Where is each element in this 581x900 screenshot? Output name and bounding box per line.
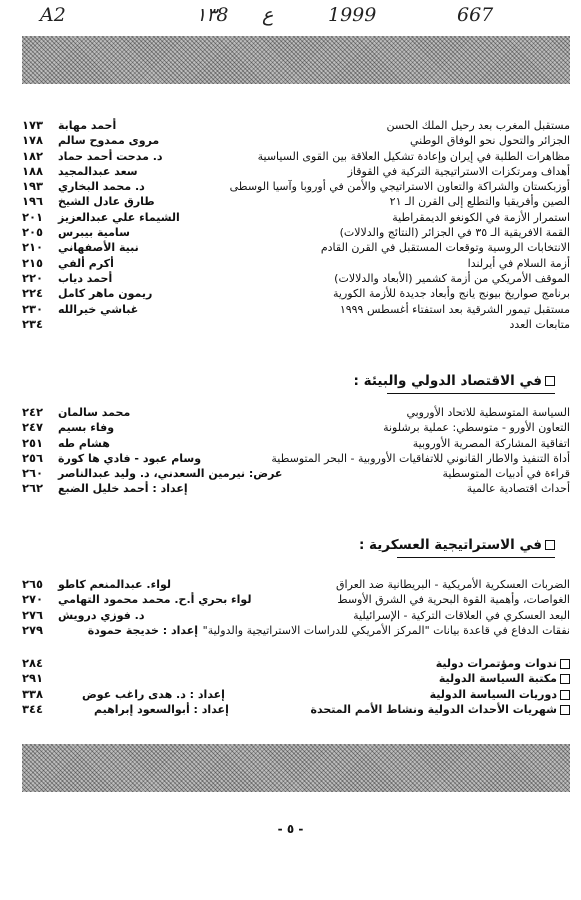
author-name: أكرم ألفي: [58, 256, 114, 270]
handwritten-note: ع: [262, 4, 274, 26]
article-title: برنامج صواريخ بيونج يانج وأبعاد جديدة للأزمة الكورية: [333, 287, 570, 301]
toc-row: [22, 656, 570, 671]
article-title: التعاون الأورو - متوسطي: عملية برشلونة: [383, 421, 570, 435]
toc-row: [22, 164, 570, 179]
author-name: إعداد : خديجة حمودة: [87, 623, 198, 637]
article-title: أزمة السلام في أيرلندا: [467, 256, 570, 270]
page-number: ٢٣٠: [22, 301, 44, 316]
page-number: ٢٧٠: [22, 592, 44, 607]
author-name: الشيماء علي عبدالعزيز: [58, 210, 180, 224]
author-name: سعد عبدالمجيد: [58, 164, 138, 178]
page-number: ٢٢٠: [22, 270, 44, 285]
page-number: ١٨٨: [22, 163, 44, 178]
author-name: طارق عادل الشيخ: [58, 195, 155, 209]
toc-row: [22, 577, 570, 592]
feature-title: [439, 671, 570, 686]
toc-row: [22, 420, 570, 435]
page-number: ٢٨٤: [22, 656, 44, 670]
article-title: أوزبكستان والشراكة والتعاون الاستراتيجي والأمن في أوروبا وآسيا الوسطى: [229, 180, 570, 194]
article-title: مستقبل المغرب بعد رحيل الملك الحسن: [386, 119, 570, 132]
author-name: نبية الأصفهاني: [58, 241, 139, 255]
article-title: الجزائر والتحول نحو الوفاق الوطني: [410, 134, 570, 148]
feature-title-text: مكتبة السياسة الدولية: [438, 672, 557, 686]
page-number: ١٧٣: [22, 118, 44, 132]
author-name: وسام عبود - فادي ها كورة: [58, 451, 202, 465]
feature-title: [430, 687, 570, 702]
toc-row: [22, 451, 570, 466]
article-title: مستقبل تيمور الشرقية بعد استفتاء أغسطس ١٩٩٩: [339, 302, 570, 316]
author-name: هشام طه: [58, 436, 110, 450]
toc-row: [22, 436, 570, 451]
toc-row: [22, 240, 570, 255]
page-number: ١٩٣: [22, 179, 44, 194]
article-title: قراءة في أدبيات المتوسطية: [442, 467, 570, 481]
article-title: أحداث اقتصادية عالمية: [466, 482, 570, 496]
author-name: مروى ممدوح سالم: [58, 134, 160, 148]
heading-underline: [397, 557, 555, 558]
handwritten-note: 667: [457, 4, 494, 26]
author-name: أحمد مهابة: [58, 119, 117, 132]
checkbox-icon: [545, 540, 555, 550]
toc-row: [22, 256, 570, 271]
decorative-band-top: [22, 36, 570, 84]
author-name: إعداد : أحمد خليل الضبع: [58, 482, 188, 496]
author-name: ريمون ماهر كامل: [58, 287, 153, 301]
decorative-band-bottom: [22, 744, 570, 792]
page-number: ٢٩١: [22, 671, 44, 686]
article-title: مظاهرات الطلبة في إيران وإعادة تشكيل العلاقة بين القوى السياسية: [257, 149, 570, 163]
article-title: الغواصات، وأهمية القوة البحرية في الشرق الأوسط: [337, 593, 570, 607]
page-number: ٢٠١: [22, 209, 44, 224]
author-name: لواء. عبدالمنعم كاطو: [58, 578, 172, 591]
handwritten-note: 1999: [328, 4, 377, 26]
contents-list-features: [22, 656, 570, 717]
page-number: ٢٠٥: [22, 225, 44, 240]
article-title: أداة التنفيذ والاطار القانوني للاتفاقيات الأوروبية - البحر المتوسطية: [271, 451, 570, 465]
article-title: الموقف الأمريكي من أزمة كشمير (الأبعاد والدلالات): [334, 271, 570, 285]
author-name: وفاء بسيم: [58, 421, 115, 435]
page-footer-number: - ٥ -: [277, 822, 304, 836]
article-title: أهداف ومرتكزات الاستراتيجية التركية في القوقاز: [347, 164, 570, 178]
toc-row: [22, 149, 570, 164]
section-heading-text: في الاقتصاد الدولي والبيئة :: [353, 373, 542, 389]
toc-row: [22, 133, 570, 148]
author-name: سامية بيبرس: [58, 226, 130, 240]
page-number: ٢٥٦: [22, 450, 44, 465]
toc-row: [22, 179, 570, 194]
author-name: أحمد دياب: [58, 271, 113, 285]
prepared-by: إعداد : د. هدى راغب عوض: [82, 687, 225, 701]
toc-row: [22, 466, 570, 481]
contents-list-military: [22, 577, 570, 638]
toc-row: [22, 271, 570, 286]
author-name: محمد سالمان: [58, 406, 131, 419]
handwritten-note: A2: [40, 4, 66, 26]
page-number: ٣٤٤: [22, 701, 44, 716]
checkbox-icon: [545, 376, 555, 386]
article-title: استمرار الأزمة في الكونغو الديمقراطية: [392, 210, 570, 224]
section-heading-military: [359, 537, 555, 553]
article-title: متابعات العدد: [509, 317, 570, 331]
page-number: ٢٦٥: [22, 577, 44, 591]
feature-title: [311, 702, 571, 717]
page-number: ١٧٨: [22, 133, 44, 148]
toc-row: [22, 302, 570, 317]
toc-row: [22, 687, 570, 702]
checkbox-icon: [560, 690, 570, 700]
article-title: نفقات الدفاع في قاعدة بيانات "المركز الأمريكي للدراسات الاستراتيجية والدولية": [202, 623, 570, 637]
article-title: السياسة المتوسطية للاتحاد الأوروبي: [406, 406, 570, 419]
author-name: عرض: نيرمين السعدني، د. وليد عبدالناصر: [58, 467, 283, 481]
page-number: ٢٤٧: [22, 420, 44, 435]
section-heading-economy: [354, 373, 555, 389]
toc-row: [22, 225, 570, 240]
feature-title-text: دوريات السياسة الدولية: [429, 687, 557, 701]
page-number: ٢٥١: [22, 435, 44, 450]
page-number: ٢٤٢: [22, 405, 44, 419]
article-title: الصين وأفريقيا والتطلع إلى القرن الـ ٢١: [389, 195, 570, 209]
toc-row: [22, 671, 570, 686]
author-name: د. محمد البخاري: [58, 180, 145, 194]
feature-title: [436, 656, 570, 671]
page-number: ٢٣٤: [22, 316, 44, 331]
heading-underline: [387, 393, 555, 394]
toc-row: [22, 210, 570, 225]
handwritten-note: ١٣8: [196, 4, 229, 26]
checkbox-icon: [560, 705, 570, 715]
page-number: ٢١٥: [22, 255, 44, 270]
article-title: البعد العسكري في العلاقات التركية - الإسرائيلية: [353, 608, 570, 622]
checkbox-icon: [560, 659, 570, 669]
prepared-by: إعداد : أبوالسعود إبراهيم: [94, 702, 229, 716]
toc-row: [22, 608, 570, 623]
contents-list-economy: [22, 405, 570, 497]
feature-title-text: ندوات ومؤتمرات دولية: [435, 657, 557, 670]
section-heading-text: في الاستراتيجية العسكرية :: [358, 537, 542, 553]
toc-row: [22, 623, 570, 638]
page-number: ٣٣٨: [22, 686, 44, 701]
author-name: د. فوزي درويش: [58, 608, 145, 622]
toc-row: [22, 194, 570, 209]
page-number: ٢٦٢: [22, 481, 44, 496]
article-title: القمة الافريقية الـ ٣٥ في الجزائر (النتائج والدلالات): [339, 226, 570, 240]
contents-list-politics: [22, 118, 570, 332]
page-number: ٢٧٩: [22, 622, 44, 637]
page-number: ١٨٢: [22, 148, 44, 163]
article-title: الضربات العسكرية الأمريكية - البريطانية ضد العراق: [335, 578, 570, 591]
author-name: غباشي خيرالله: [58, 302, 139, 316]
page-number: ٢٧٦: [22, 607, 44, 622]
toc-row: [22, 592, 570, 607]
page-number: ٢٦٠: [22, 466, 44, 481]
toc-row: [22, 405, 570, 420]
article-title: اتفاقية المشاركة المصرية الأوروبية: [412, 436, 570, 450]
toc-row: [22, 286, 570, 301]
page-number: ١٩٦: [22, 194, 44, 209]
article-title: الانتخابات الروسية وتوقعات المستقبل في القرن القادم: [320, 241, 570, 255]
feature-title-text: شهريات الأحداث الدولية ونشاط الأمم المتحدة: [310, 702, 557, 716]
toc-row: [22, 118, 570, 133]
toc-row: [22, 702, 570, 717]
toc-row: [22, 481, 570, 496]
checkbox-icon: [560, 674, 570, 684]
author-name: د. مدحت أحمد حماد: [58, 149, 163, 163]
toc-row: [22, 317, 570, 332]
author-name: لواء بحري أ.ح. محمد محمود التهامي: [58, 593, 252, 607]
page-number: ٢٢٤: [22, 286, 44, 301]
page-number: ٢١٠: [22, 240, 44, 255]
